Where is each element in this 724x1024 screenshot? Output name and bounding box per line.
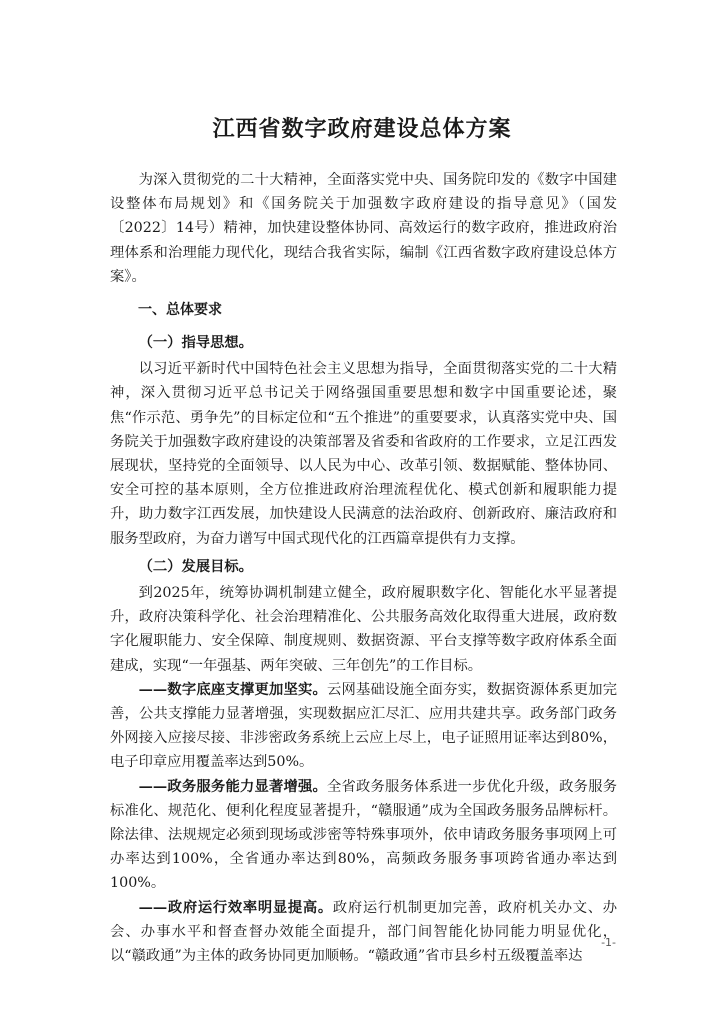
goal-service-capability-paragraph (110, 775, 617, 896)
intro-paragraph: 为深入贯彻党的二十大精神，全面落实党中央、国务院印发的《数字中国建设整体布局规划》和《国务院关于加强数字政府建设的指导意见》（国发〔2022〕14号）精神，加快建设整体协同、高效运行的数字政府，推进政府治理体系和治理能力现代化，现结合我省实际，编制《江西省数字政府建设总体方案》。 (110, 172, 617, 285)
goal-service-capability-lead: ——政务服务能力显著增强。 (138, 778, 328, 795)
document-title: 江西省数字政府建设总体方案 (212, 117, 512, 142)
goal-digital-foundation-paragraph (110, 678, 617, 775)
subsection-heading-development-goals: （二）发展目标。 (138, 558, 253, 575)
page-number: -1- (601, 936, 616, 949)
goal-operation-efficiency-paragraph (110, 896, 617, 969)
section-heading-general-requirements: 一、总体要求 (138, 302, 222, 319)
goal-digital-foundation-lead: ——数字底座支撑更加坚实。 (138, 681, 328, 698)
development-goals-paragraph: 到2025年，统筹协调机制建立健全，政府履职数字化、智能化水平显著提升，政府决策科学化、社会治理精准化、公共服务高效化取得重大进展，政府数字化履职能力、安全保障、制度规则、数据资源、平台支撑等数字政府体系全面建成，实现“一年强基、两年突破、三年创先”的工作目标。 (110, 585, 617, 674)
goal-operation-efficiency-lead: ——政府运行效率明显提高。 (138, 899, 333, 916)
subsection-heading-guiding-ideology: （一）指导思想。 (138, 335, 253, 352)
goal-digital-foundation-text: 云网基础设施全面夯实，数据资源体系更加完善，公共支撑能力显著增强，实现数据应汇尽汇、应用共建共享。政务部门政务外网接入应接尽接、非涉密政务系统上云应上尽上，电子证照用证率达到80%，电子印章应用覆盖率达到50%。 (110, 681, 618, 771)
goal-service-capability-text: 全省政务服务体系进一步优化升级，政务服务标准化、规范化、便利化程度显著提升，“赣服通”成为全国政务服务品牌标杆。除法律、法规规定必须到现场或涉密等特殊事项外，依申请政务服务事项网上可办率达到100%，全省通办率达到80%，高频政务服务事项跨省通办率达到100%。 (110, 778, 618, 892)
goal-operation-efficiency-text: 政府运行机制更加完善，政府机关办文、办会、办事水平和督查督办效能全面提升，部门间智能化协同能力明显优化，以“赣政通”为主体的政务协同更加顺畅。“赣政通”省市县乡村五级覆盖率达 (110, 899, 618, 965)
guiding-ideology-paragraph: 以习近平新时代中国特色社会主义思想为指导，全面贯彻落实党的二十大精神，深入贯彻习近平总书记关于网络强国重要思想和数字中国重要论述，聚焦“作示范、勇争先”的目标定位和“五个推进”的重要要求，认真落实党中央、国务院关于加强数字政府建设的决策部署及省委和省政府的工作要求，立足江西发展现状，坚持党的全面领导、以人民为中心、改革引领、数据赋能、整体协同、安全可控的基本原则，全方位推进政府治理流程优化、模式创新和履职能力提升，助力数字江西发展，加快建设人民满意的法治政府、创新政府、廉洁政府和服务型政府，为奋力谱写中国式现代化的江西篇章提供有力支撑。 (110, 361, 617, 547)
document-body (110, 168, 617, 968)
